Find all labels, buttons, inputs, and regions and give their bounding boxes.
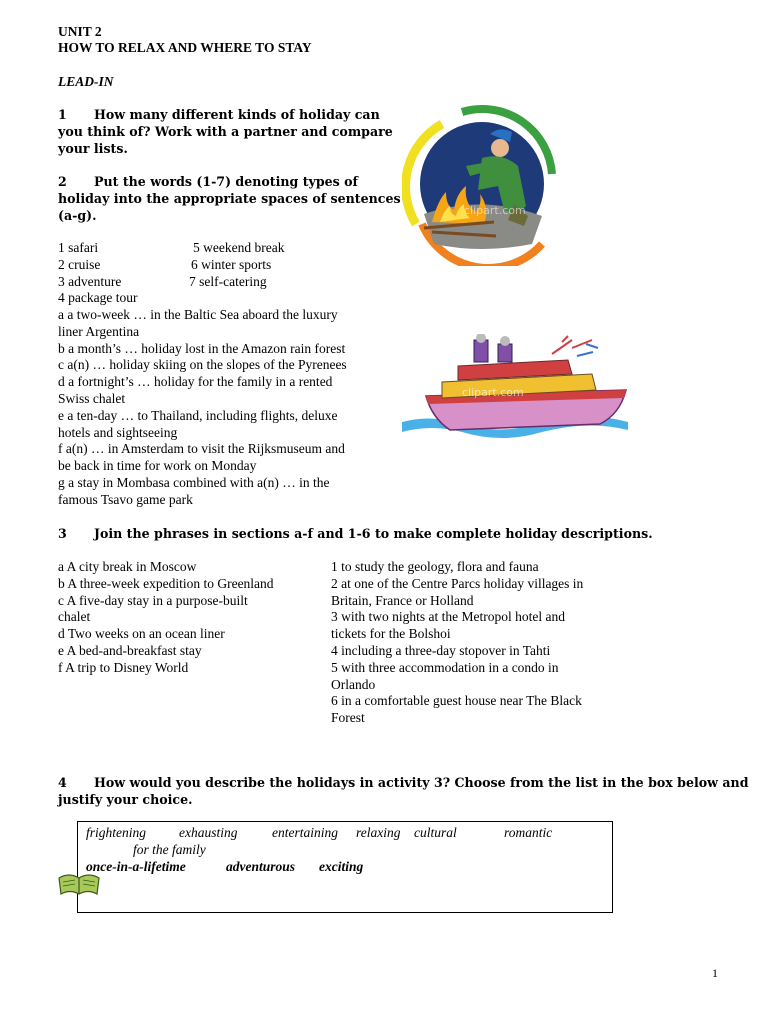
watermark: clipart.com — [464, 204, 526, 217]
list-item: Forest — [331, 710, 365, 726]
question-text: (a-g). — [58, 207, 97, 223]
sentence-list — [58, 307, 347, 509]
list-item: 4 including a three-day stopover in Tahti — [331, 642, 551, 658]
word-item: exhausting — [179, 825, 238, 840]
phrases-left — [58, 559, 274, 677]
word-item: adventurous — [226, 859, 296, 874]
list-item: 1 safari — [58, 240, 99, 255]
question-text: How many different kinds of holiday can — [94, 107, 380, 122]
sentence-line: liner Argentina — [58, 323, 140, 339]
list-item: 1 to study the geology, flora and fauna — [331, 559, 539, 574]
list-item: Orlando — [331, 676, 376, 692]
sentence-line: d a fortnight’s … holiday for the family in a rented — [58, 374, 333, 390]
campfire-illustration — [402, 104, 558, 266]
list-item: 6 in a comfortable guest house near The Black — [331, 693, 582, 709]
word-item: cultural — [414, 825, 457, 840]
list-item: 2 at one of the Centre Parcs holiday villages in — [331, 575, 584, 591]
question-1 — [58, 107, 393, 157]
list-item: 3 adventure — [58, 273, 122, 289]
list-item: 7 self-catering — [189, 273, 267, 289]
word-item: frightening — [86, 825, 146, 840]
section-heading: LEAD-IN — [58, 74, 114, 89]
list-item: f A trip to Disney World — [58, 659, 189, 675]
question-text: holiday into the appropriate spaces of sentences — [58, 190, 401, 206]
sentence-line: e a ten-day … to Thailand, including flights, deluxe — [58, 407, 338, 423]
list-item: 6 winter sports — [191, 256, 272, 272]
sentence-line: be back in time for work on Monday — [58, 458, 257, 474]
page-title: HOW TO RELAX AND WHERE TO STAY — [58, 40, 312, 55]
sentence-line: g a stay in Mombasa combined with a(n) … in the — [58, 474, 330, 490]
question-text: you think of? Work with a partner and compare — [58, 123, 393, 139]
question-text: your lists. — [58, 140, 128, 156]
question-number: 3 — [58, 526, 67, 541]
word-item: once-in-a-lifetime — [86, 859, 186, 874]
word-item: for the family — [133, 842, 206, 857]
sentence-line: b a month’s … holiday lost in the Amazon rain forest — [58, 340, 346, 356]
word-item: romantic — [504, 825, 553, 840]
list-item: tickets for the Bolshoi — [331, 626, 451, 642]
sentence-line: a a two-week … in the Baltic Sea aboard the luxury — [58, 307, 338, 322]
word-list-right — [189, 240, 285, 290]
phrases-right — [331, 559, 583, 727]
word-list-left — [58, 240, 137, 307]
word-item: exciting — [319, 859, 364, 874]
sentence-line: famous Tsavo game park — [58, 491, 193, 507]
list-item: a A city break in Moscow — [58, 559, 197, 574]
watermark: clipart.com — [462, 386, 524, 399]
list-item: 3 with two nights at the Metropol hotel and — [331, 609, 565, 625]
list-item: 5 with three accommodation in a condo in — [331, 659, 559, 675]
question-4 — [58, 775, 749, 809]
sentence-line: Swiss chalet — [58, 390, 126, 406]
list-item: 5 weekend break — [193, 240, 285, 255]
page-number: 1 — [712, 966, 718, 980]
question-number: 2 — [58, 174, 67, 189]
sentence-line: hotels and sightseeing — [58, 424, 178, 440]
word-item: entertaining — [272, 825, 338, 840]
sentence-line: c a(n) … holiday skiing on the slopes of the Pyrenees — [58, 357, 347, 373]
question-3 — [58, 526, 653, 543]
list-item: 4 package tour — [58, 290, 138, 306]
sentence-line: f a(n) … in Amsterdam to visit the Rijksmuseum and — [58, 441, 345, 457]
question-number: 4 — [58, 775, 67, 790]
book-icon — [56, 870, 102, 898]
question-number: 1 — [58, 107, 67, 122]
list-item: c A five-day stay in a purpose-built — [58, 592, 248, 608]
word-box — [77, 821, 613, 913]
question-2 — [58, 174, 401, 224]
list-item: e A bed-and-breakfast stay — [58, 642, 202, 658]
list-item: Britain, France or Holland — [331, 592, 474, 608]
question-text: Put the words (1-7) denoting types of — [94, 174, 358, 189]
list-item: 2 cruise — [58, 256, 101, 272]
list-item: b A three-week expedition to Greenland — [58, 575, 274, 591]
list-item: d Two weeks on an ocean liner — [58, 626, 225, 642]
cruise-ship-illustration — [402, 334, 628, 444]
list-item: chalet — [58, 609, 91, 625]
question-text: Join the phrases in sections a-f and 1-6 to make complete holiday descriptions. — [94, 526, 653, 541]
question-text: justify your choice. — [58, 791, 193, 807]
unit-label: UNIT 2 — [58, 24, 102, 39]
word-item: relaxing — [356, 825, 401, 840]
question-text: How would you describe the holidays in activity 3? Choose from the list in the box below and — [94, 775, 749, 790]
